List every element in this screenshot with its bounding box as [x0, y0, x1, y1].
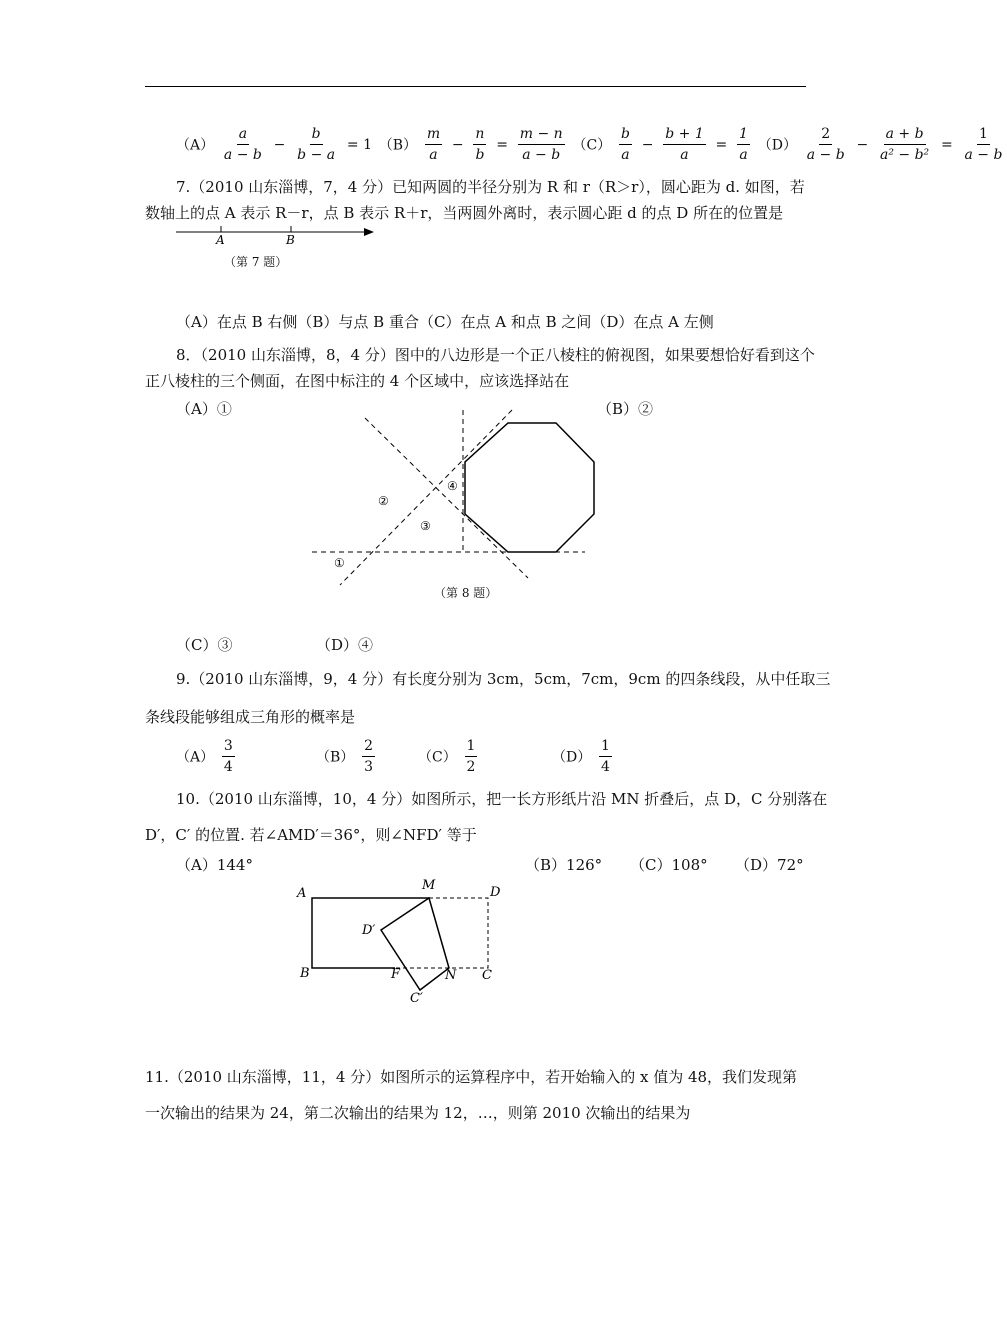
label-m: M — [422, 878, 436, 893]
numerator: b — [619, 126, 632, 145]
numerator: 2 — [362, 738, 375, 757]
operator: − — [641, 136, 654, 153]
q8-caption: （第 8 题） — [434, 586, 498, 600]
q8-line1: 8．（2010 山东淄博，8，4 分）图中的八边形是一个正八棱柱的俯视图，如果要想恰好看到这个 — [176, 346, 815, 364]
numerator: 1 — [465, 738, 478, 757]
point-a-label: A — [216, 233, 225, 247]
q9-line1: 9.（2010 山东淄博，9，4 分）有长度分别为 3cm，5cm，7cm，9cm 的四条线段，从中任取三 — [176, 670, 831, 688]
region-1-label: ① — [334, 556, 345, 570]
numerator: m — [425, 126, 442, 145]
numerator: a — [237, 126, 249, 145]
q6-opt-a-label: （A） — [176, 137, 215, 154]
q8-opt-c: （C）③ — [176, 636, 233, 654]
label-a: A — [297, 886, 307, 901]
numerator: 2 — [819, 126, 832, 145]
option-label: （B） — [316, 749, 355, 766]
q7-caption: （第 7 题） — [224, 255, 288, 269]
operator: = — [715, 136, 728, 153]
q10-opt-a: （A）144° — [176, 856, 253, 874]
q10-line1: 10.（2010 山东淄博，10，4 分）如图所示，把一长方形纸片沿 MN 折叠后，点 D，C 分别落在 — [176, 790, 828, 808]
numerator: b — [310, 126, 323, 145]
q8-opt-a: （A）① — [176, 400, 232, 418]
numerator: 1 — [599, 738, 612, 757]
denominator: a − b — [964, 147, 1003, 163]
denominator: a − b — [223, 147, 262, 163]
q10-opt-d: （D）72° — [735, 856, 804, 874]
numerator: 3 — [222, 738, 235, 757]
numerator: 1 — [977, 126, 990, 145]
label-n: N — [445, 968, 457, 983]
operator: = — [940, 136, 953, 153]
denominator: b − a — [297, 147, 336, 163]
numerator: m − n — [518, 126, 565, 145]
denominator: a − b — [522, 147, 561, 163]
operator: = — [496, 136, 508, 153]
denominator: a — [739, 147, 748, 163]
denominator: 4 — [223, 759, 233, 775]
q6-opt-b-label: （B） — [378, 137, 418, 154]
q8-opt-d: （D）④ — [316, 636, 374, 654]
denominator: a² − b² — [880, 147, 930, 163]
q11-line2: 一次输出的结果为 24，第二次输出的结果为 12，…，则第 2010 次输出的结果为 — [145, 1104, 691, 1122]
q7-options: （A）在点 B 右侧（B）与点 B 重合（C）在点 A 和点 B 之间（D）在点 A 左侧 — [176, 313, 714, 331]
q9-line2: 条线段能够组成三角形的概率是 — [145, 708, 356, 726]
numerator: b + 1 — [663, 126, 706, 145]
denominator: b — [475, 147, 485, 163]
q10-line2: D′，C′ 的位置. 若∠AMD′＝36°，则∠NFD′ 等于 — [145, 826, 477, 844]
q11-line1: 11.（2010 山东淄博，11，4 分）如图所示的运算程序中，若开始输入的 x 值为 48，我们发现第 — [145, 1068, 798, 1086]
numerator: n — [473, 126, 486, 145]
operator: − — [451, 136, 464, 153]
q6-opt-d-label: （D） — [757, 137, 797, 154]
point-b-label: B — [286, 233, 295, 247]
q7-line1: 7.（2010 山东淄博，7，4 分）已知两圆的半径分别为 R 和 r（R＞r），圆心距为 d. 如图，若 — [176, 178, 805, 196]
numerator: 1 — [737, 126, 750, 145]
q10-opt-b: （B）126° — [525, 856, 603, 874]
region-4-label: ④ — [447, 479, 458, 493]
denominator: 2 — [466, 759, 476, 775]
denominator: 4 — [601, 759, 610, 775]
denominator: 3 — [364, 759, 373, 775]
label-b: B — [300, 966, 310, 981]
denominator: a — [429, 147, 438, 163]
label-d-prime: D′ — [362, 923, 376, 938]
label-c-prime: C′ — [410, 991, 423, 1006]
label-c: C — [482, 968, 492, 983]
operator: − — [856, 136, 869, 153]
label-d: D — [490, 885, 501, 900]
q8-opt-b: （B）② — [597, 400, 654, 418]
fraction — [962, 126, 1004, 163]
denominator: a — [680, 147, 689, 163]
region-3-label: ③ — [420, 519, 431, 533]
operator: − — [273, 136, 286, 153]
numerator: a + b — [884, 126, 926, 145]
operator: = 1 — [346, 136, 372, 153]
denominator: a — [621, 147, 630, 163]
q10-opt-c: （C）108° — [630, 856, 708, 874]
q6-opt-c-label: （C） — [572, 137, 612, 154]
q8-line2: 正八棱柱的三个侧面，在图中标注的 4 个区域中，应该选择站在 — [145, 372, 570, 390]
option-label: （C） — [418, 749, 457, 766]
region-2-label: ② — [378, 494, 389, 508]
denominator: a − b — [806, 147, 845, 163]
label-f: F — [391, 967, 401, 982]
option-label: （D） — [552, 749, 592, 766]
rectangle-dashed-part — [395, 898, 488, 968]
q7-line2: 数轴上的点 A 表示 R－r，点 B 表示 R＋r，当两圆外离时，表示圆心距 d 的点 D 所在的位置是 — [145, 204, 784, 222]
option-label: （A） — [176, 749, 215, 766]
